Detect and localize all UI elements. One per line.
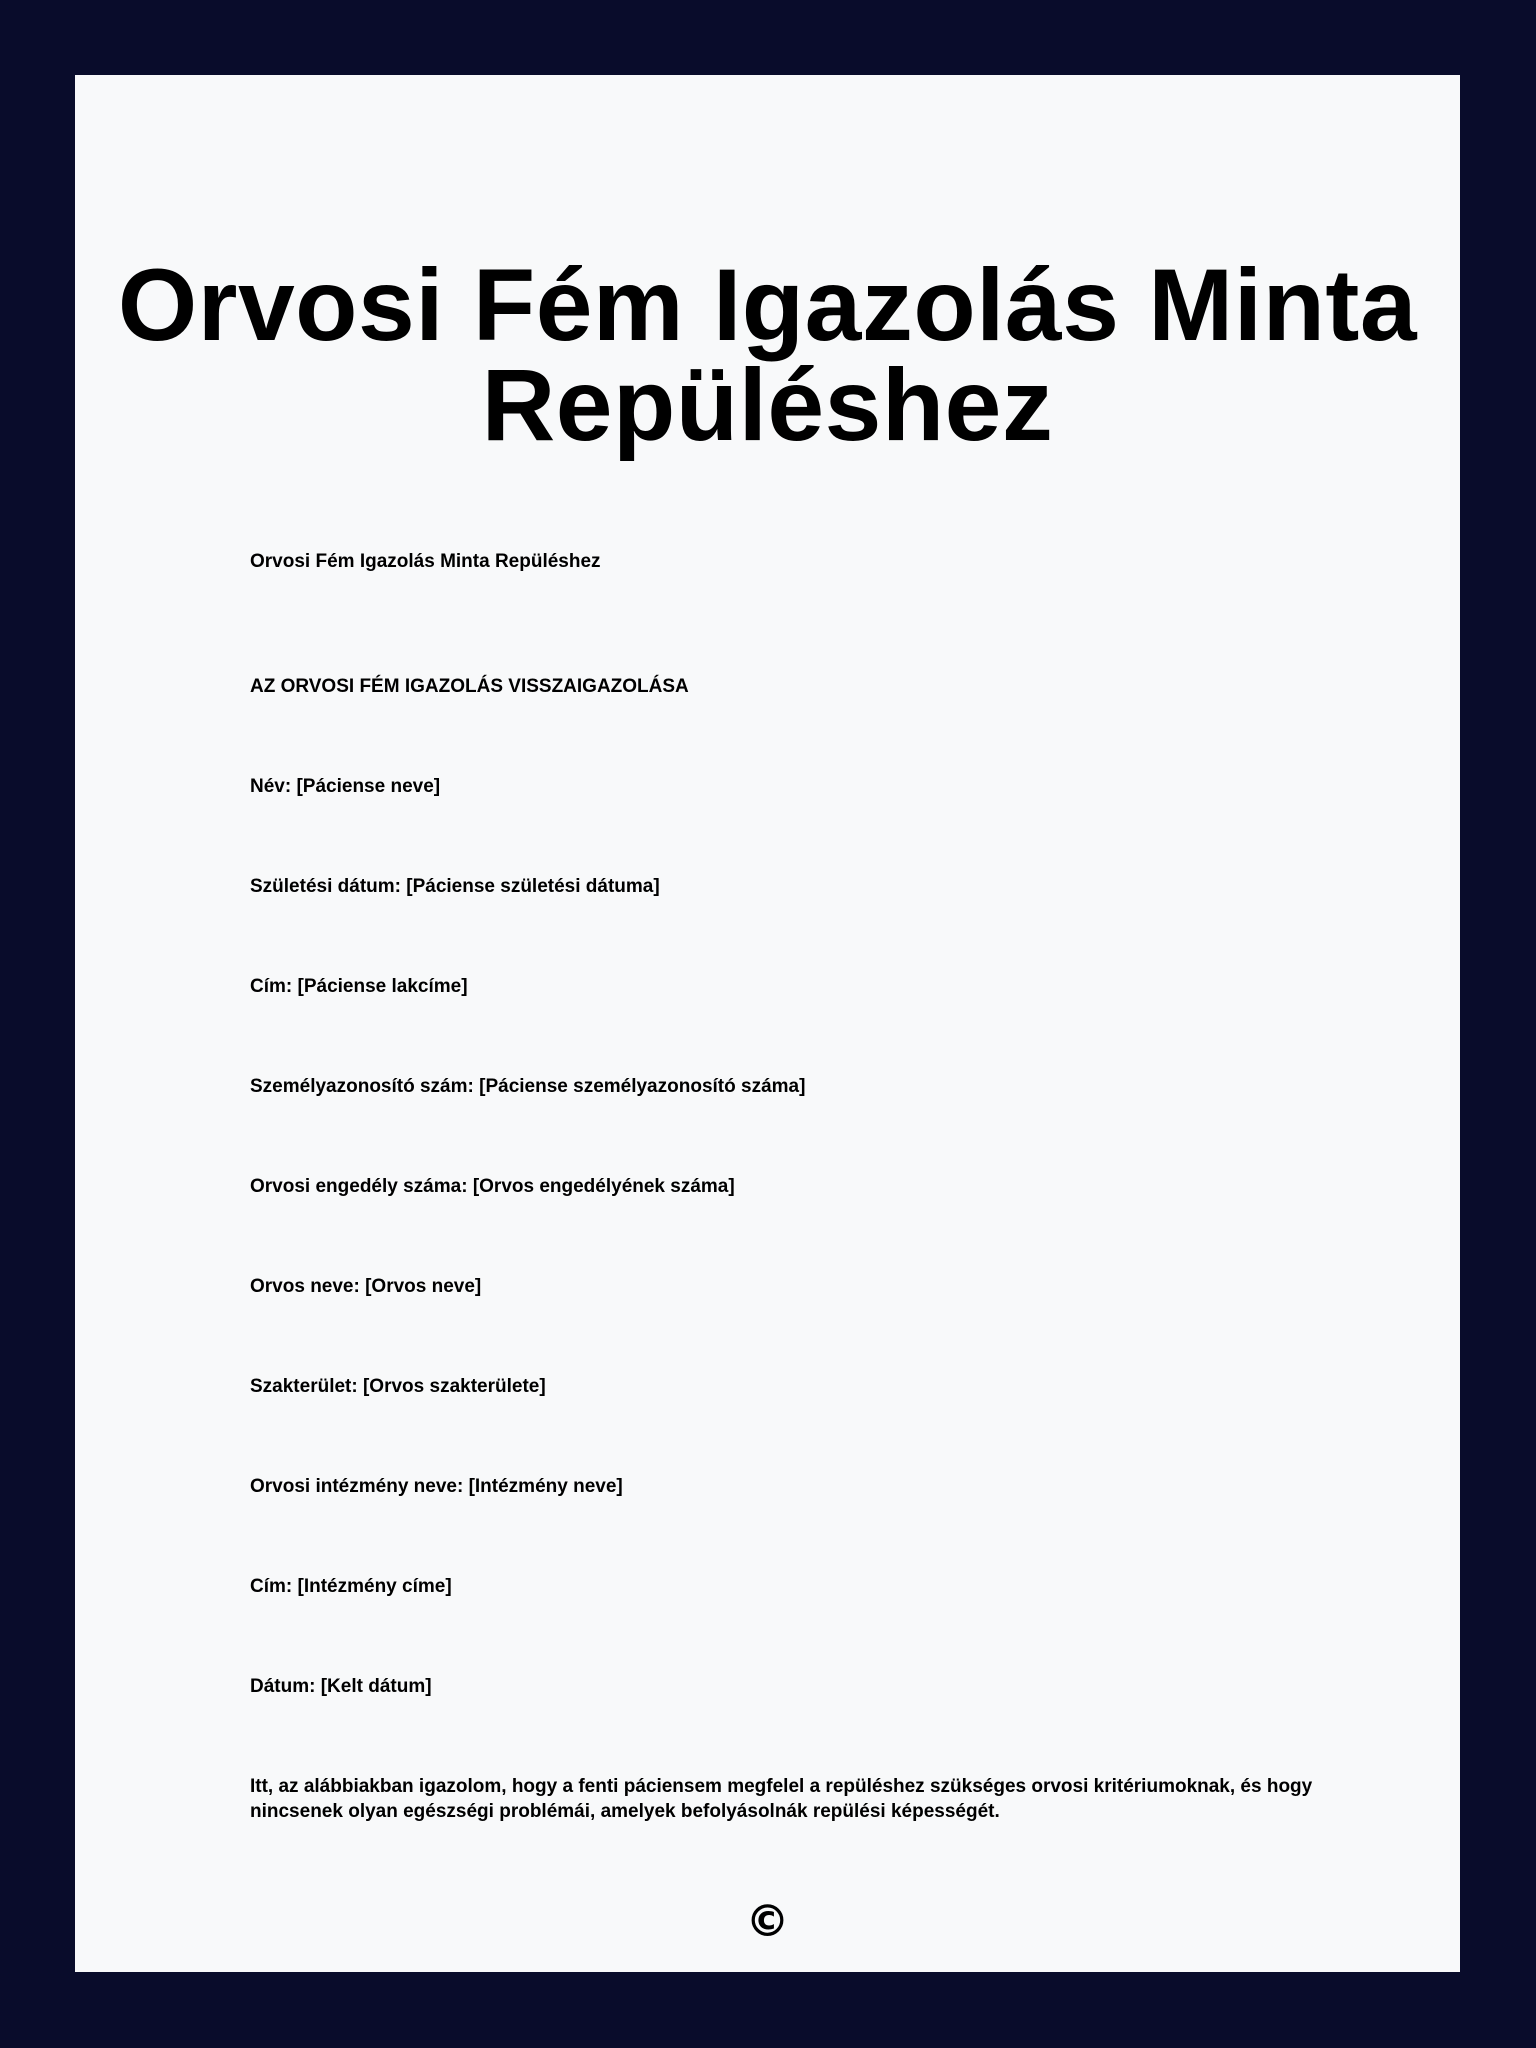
copyright-icon: © [745,1896,790,1947]
field-institution-address: Cím: [Intézmény címe] [250,1576,452,1597]
document-page [75,75,1460,1972]
field-license-number: Orvosi engedély száma: [Orvos engedélyének száma] [250,1176,735,1197]
field-institution-name: Orvosi intézmény neve: [Intézmény neve] [250,1476,623,1497]
field-date: Dátum: [Kelt dátum] [250,1676,432,1697]
certification-statement: Itt, az alábbiakban igazolom, hogy a fenti páciensem megfelel a repüléshez szükséges orvosi kritériumoknak, és hogy nincsenek olyan egészségi problémái, amelyek befolyásolnák repülési képességét. [250,1776,1313,1822]
field-specialty: Szakterület: [Orvos szakterülete] [250,1376,546,1397]
field-id-number: Személyazonosító szám: [Páciense személyazonosító száma] [250,1076,806,1097]
field-patient-address: Cím: [Páciense lakcíme] [250,976,468,997]
document-subtitle: Orvosi Fém Igazolás Minta Repüléshez [250,551,601,572]
field-patient-name: Név: [Páciense neve] [250,776,441,797]
field-doctor-name: Orvos neve: [Orvos neve] [250,1276,482,1297]
field-birth-date: Születési dátum: [Páciense születési dátuma] [250,876,660,897]
section-heading: AZ ORVOSI FÉM IGAZOLÁS VISSZAIGAZOLÁSA [250,676,689,697]
document-title: Orvosi Fém Igazolás Minta Repüléshez [117,248,1418,462]
